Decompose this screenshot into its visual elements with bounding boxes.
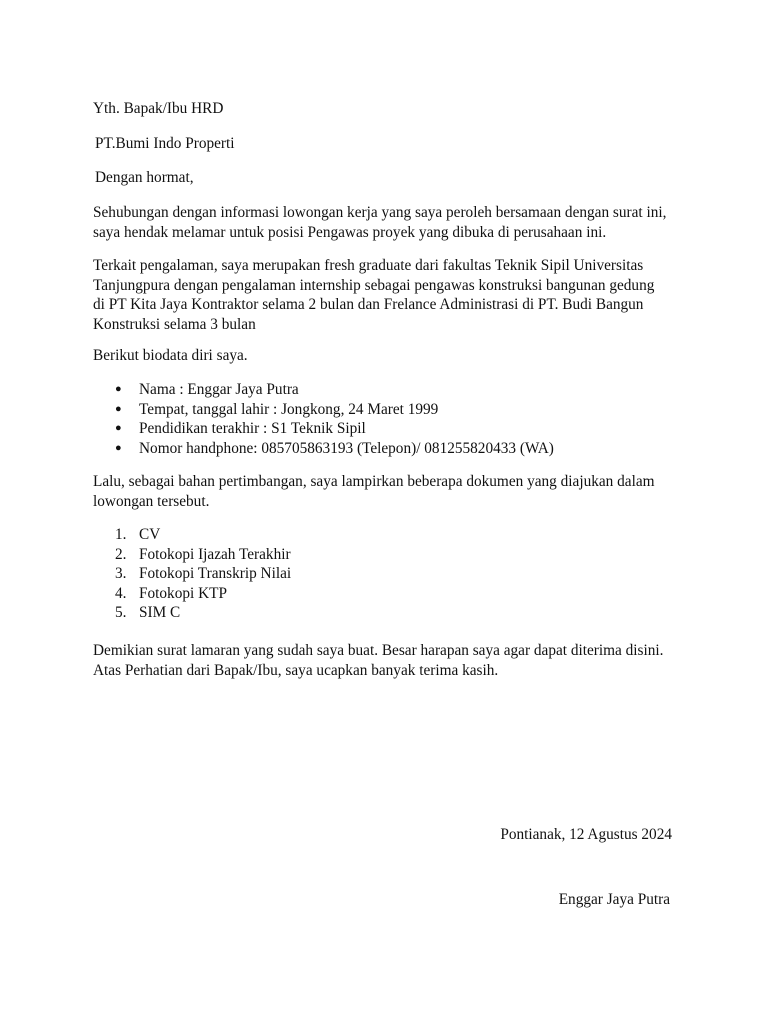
attachment-item: Fotokopi KTP [139,584,227,602]
attachments-intro-line: Lalu, sebagai bahan pertimbangan, saya lampirkan beberapa dokumen yang diajukan dalam [93,473,655,490]
biodata-list [93,380,554,458]
attachment-item: Fotokopi Transkrip Nilai [139,565,292,582]
attachments-intro-line: lowongan tersebut. [93,492,210,510]
list-item [93,419,554,439]
biodata-intro: Berikut biodata diri saya. [93,347,248,364]
list-item [93,564,291,584]
list-item [93,603,291,623]
list-item [93,545,291,565]
greeting: Dengan hormat, [95,169,194,186]
bullet-icon: ● [115,422,122,434]
closing-paragraph [93,641,683,680]
list-item [93,400,554,420]
list-item [93,380,554,400]
closing-line: Demikian surat lamaran yang sudah saya buat. Besar harapan saya agar dapat diterima disini. [93,642,664,659]
list-item [93,525,291,545]
bullet-icon: ● [115,441,122,454]
list-number: 4. [115,584,127,602]
place-date: Pontianak, 12 Agustus 2024 [500,826,672,843]
paragraph-experience [93,256,683,334]
closing-line: Atas Perhatian dari Bapak/Ibu, saya ucapkan banyak terima kasih. [93,661,499,679]
attachment-item: CV [139,526,161,543]
attachments-list [93,525,291,623]
attachment-item: Fotokopi Ijazah Terakhir [139,545,291,563]
bullet-icon: ● [115,383,122,395]
list-item [93,584,291,604]
recipient-line: Yth. Bapak/Ibu HRD [93,100,224,117]
biodata-item-name: Nama : Enggar Jaya Putra [139,381,299,398]
paragraph-intro-line: Sehubungan dengan informasi lowongan kerja yang saya peroleh bersamaan dengan surat ini, [93,204,667,221]
paragraph-intro-line: saya hendak melamar untuk posisi Pengawas proyek yang dibuka di perusahaan ini. [93,223,607,241]
attachment-item: SIM C [139,604,181,621]
paragraph-intro [93,203,683,242]
signature-name: Enggar Jaya Putra [558,891,670,908]
biodata-item-phone: Nomor handphone: 085705863193 (Telepon)/ 081255820433 (WA) [139,439,554,457]
list-number: 5. [115,604,127,621]
paragraph-experience-line: Terkait pengalaman, saya merupakan fresh graduate dari fakultas Teknik Sipil Universitas [93,257,644,274]
list-number: 2. [115,545,127,563]
biodata-item-education: Pendidikan terakhir : S1 Teknik Sipil [139,420,366,437]
list-item [93,439,554,459]
bullet-icon: ● [115,402,122,415]
attachments-intro [93,472,683,511]
paragraph-experience-line: Konstruksi selama 3 bulan [93,315,256,333]
paragraph-experience-line: Tanjungpura dengan pengalaman internship sebagai pengawas konstruksi bangunan gedung [93,276,655,294]
biodata-item-birth: Tempat, tanggal lahir : Jongkong, 24 Maret 1999 [139,400,439,418]
paragraph-experience-line: di PT Kita Jaya Kontraktor selama 2 bulan dan Frelance Administrasi di PT. Budi Bangun [93,296,644,313]
list-number: 3. [115,565,127,582]
company-name: PT.Bumi Indo Properti [95,135,235,152]
list-number: 1. [115,526,127,543]
